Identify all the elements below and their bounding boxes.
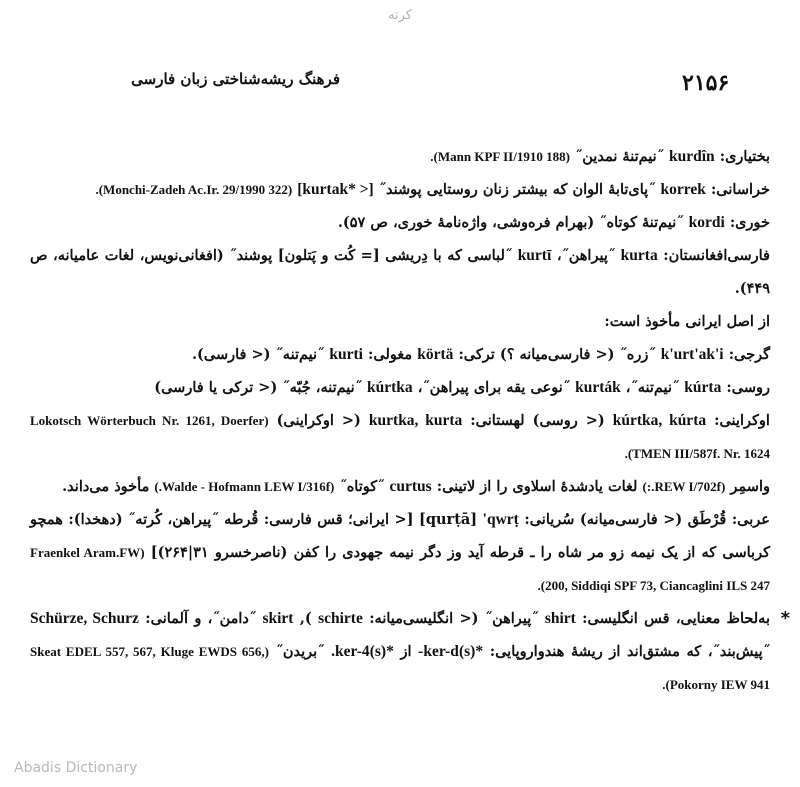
- running-title: فرهنگ ریشه‌شناختی زبان فارسی: [131, 70, 340, 88]
- statement-2: مأخوذ می‌داند.: [62, 478, 150, 495]
- citation: (Monchi-Zadeh Ac.Ir. 29/1990 322).: [95, 182, 293, 197]
- statement: لغات یادشدهٔ اسلاوی را از لاتینی:: [436, 478, 638, 495]
- word-form-2: schirte: [318, 610, 363, 627]
- citation: (Fraenkel Aram.FW 200, Siddiqi SPF 73, Ciancaglini ILS 247).: [30, 545, 770, 593]
- entry-vasmer: [30, 470, 770, 503]
- word-form-2: kurtka, kurta: [368, 412, 463, 429]
- gloss: ˝پیراهن˝ (< انگلیسی‌میانه:: [369, 610, 539, 627]
- statement-2: [qurṭā] [< ایرانی؛ قس فارسی: قُرطه ˝پیراهن، کُرته˝ (دهخدا): همچو کرباسی که از یک نیمه زو مر شاه را ـ قرطه آید وز دگر نیمه جهودی را کفن (ناصرخسرو ۳۱|۲۶۴)]: [30, 511, 770, 561]
- gloss-2: ˝نوعی یقه برای پیراهن˝،: [417, 379, 571, 396]
- entry-afghan-persian: [30, 239, 770, 305]
- gloss: ˝پای‌تابهٔ الوان که بیشتر زنان روستایی پوشند˝: [378, 181, 656, 198]
- citation: (Mann KPF II/1910 188).: [430, 149, 570, 164]
- gloss: ˝نیم‌تنهٔ کوتاه˝ (بهرام فره‌وشی، واژه‌نامهٔ خوری، ص ۵۷).: [337, 214, 684, 231]
- language-label: گرجی:: [728, 346, 770, 363]
- entry-georgian: [30, 338, 770, 371]
- language-label: عربی:: [731, 511, 770, 528]
- word-form: kordi: [688, 214, 725, 231]
- word-form: curtus: [389, 478, 432, 495]
- word-form-5: *(s)ker-d-: [418, 643, 484, 660]
- gloss-3: ˝دامن˝، و آلمانی:: [145, 610, 257, 627]
- site-watermark: Abadis Dictionary: [14, 760, 138, 776]
- entry-bakhtiari: [30, 140, 770, 173]
- gloss: (< روسی): [532, 412, 605, 429]
- language-label: روسی:: [726, 379, 770, 396]
- entry-khuri: [30, 206, 770, 239]
- word-form-4: Schürze, Schurz: [30, 610, 139, 627]
- language-label-2: لهستانی:: [470, 412, 525, 429]
- headword-caption: کرته: [388, 8, 412, 23]
- word-form: kurta: [620, 247, 658, 264]
- dialect-label: بختیاری:: [719, 148, 770, 165]
- language-label-3: مغولی:: [368, 346, 413, 363]
- word-form-3: skirt: [262, 610, 294, 627]
- gloss-6: ˝بریدن˝: [275, 643, 325, 660]
- footnote: [30, 602, 790, 701]
- word-form: kurdîn: [668, 148, 715, 165]
- dialect-label: فارسی‌افغانستان:: [663, 247, 770, 264]
- word-form-2: körtä: [417, 346, 454, 363]
- etymon: [< *kurtak]: [297, 181, 374, 198]
- page-number: ۲۱۵۶: [682, 70, 730, 96]
- entry-body: [30, 140, 790, 701]
- gloss: ˝پیراهن˝،: [556, 247, 616, 264]
- word-form-3: kúrtka: [367, 379, 413, 396]
- word-form: korrek: [660, 181, 706, 198]
- gloss-4: ˝پیش‌بند˝، که مشتق‌اند از ریشهٔ هندواروپایی:: [489, 643, 770, 660]
- citation: (Skeat EDEL 557, 567, Kluge EWDS 656, Pokorny IEW 941).: [30, 644, 770, 692]
- word-form: qwrṭ': [482, 511, 519, 528]
- gloss: ˝نیم‌تنه˝،: [625, 379, 680, 396]
- gloss: ˝زره˝ (< فارسی‌میانه ؟): [499, 346, 656, 363]
- gloss: ˝کوتاه˝: [339, 478, 385, 495]
- dialect-label: خوری:: [729, 214, 770, 231]
- gloss-2: ˝لباسی که با دِریشی [= کُت و پَتلون] پوشند˝ (افغانی‌نویس، لغات عامیانه، ص ۴۴۹).: [30, 247, 770, 297]
- entry-russian: [30, 371, 770, 404]
- word-form: kúrta: [684, 379, 722, 396]
- entry-ukrainian: [30, 404, 770, 470]
- word-form-2: kurták: [575, 379, 621, 396]
- dialect-label: خراسانی:: [710, 181, 770, 198]
- word-form: k'urt'ak'i: [660, 346, 724, 363]
- word-form-6: *(s)ker-4.: [331, 643, 394, 660]
- footnote-marker: *: [780, 608, 790, 629]
- statement: قُرْطَق (< فارسی‌میانه) سُریانی:: [524, 511, 727, 528]
- punctuation: ),: [299, 610, 312, 627]
- language-label-2: ترکی:: [458, 346, 495, 363]
- gloss: ˝نیم‌تنهٔ نمدین˝: [575, 148, 664, 165]
- origin-text: از اصل ایرانی مأخوذ است:: [604, 313, 770, 330]
- citation: (REW I/702f.:): [642, 479, 726, 494]
- entry-arabic: [30, 503, 770, 602]
- citation: (Lokotsch Wörterbuch Nr. 1261, Doerfer TMEN III/587f. Nr. 1624).: [30, 413, 770, 461]
- citation-2: (Walde - Hofmann LEW I/316f.): [154, 479, 335, 494]
- origin-statement: [30, 305, 770, 338]
- word-form: kúrtka, kúrta: [612, 412, 707, 429]
- author-label: واسمِر: [730, 478, 770, 495]
- footnote-text: به‌لحاظ معنایی، قس انگلیسی:: [582, 610, 770, 627]
- word-form-2: kurtī: [517, 247, 552, 264]
- language-label: اوکراینی:: [714, 412, 770, 429]
- entry-khorasani: [30, 173, 770, 206]
- gloss-3: ˝نیم‌تنه، جُبّه˝ (< ترکی یا فارسی): [154, 379, 362, 396]
- gloss-2: (< اوکراینی): [276, 412, 361, 429]
- connector: از: [400, 643, 412, 660]
- word-form: shirt: [544, 610, 576, 627]
- word-form-3: kurti: [329, 346, 363, 363]
- gloss-3: ˝نیم‌تنه˝ (< فارسی).: [191, 346, 325, 363]
